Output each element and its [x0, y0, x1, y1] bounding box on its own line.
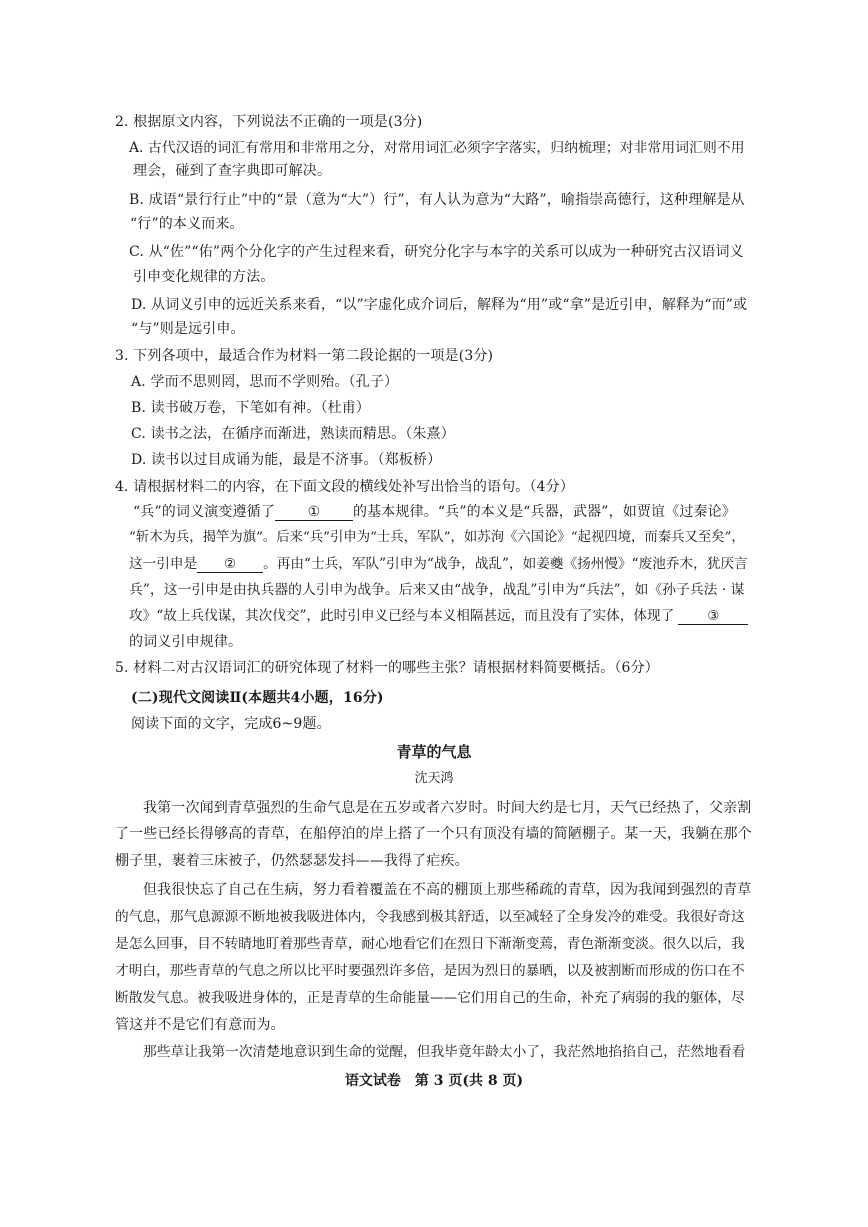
question-2-option-c: C. 从“佐”“佑”两个分化字的产生过程来看，研究分化字与本字的关系可以成为一种研究古汉语词义: [129, 244, 744, 260]
essay-paragraph-2-line-2: 的气息，那气息源源不断地被我吸进体内，令我感到极其舒适，以至减轻了全身发冷的难受。我很好奇这: [115, 909, 745, 925]
question-4-line-3: [129, 555, 748, 573]
essay-author: 沈天鸿: [414, 771, 454, 786]
question-4-line-1-end: 的基本规律。“兵”的本义是“兵器，武器”，如贾谊《过秦论》: [352, 504, 736, 520]
question-4-line-5-text: 攻》“故上兵伐谋，其次伐交”，此时引申义已经与本义相隔甚远，而且没有了实体，体现了: [129, 608, 675, 624]
question-3-option-b: B. 读书破万卷，下笔如有神。（杜甫）: [131, 400, 371, 416]
question-4-stem: 4. 请根据材料二的内容，在下面文段的横线处补写出恰当的语句。（4分）: [115, 479, 574, 495]
answer-blank-1[interactable]: ①: [275, 505, 353, 521]
essay-paragraph-2-line-5: 断散发气息。被我吸进身体的，正是青草的生命能量——它们用自己的生命，补充了病弱的我的躯体，尽: [115, 990, 745, 1006]
question-2-option-a: A. 古代汉语的词汇有常用和非常用之分，对常用词汇必须字字落实，归纳梳理；对非常用词汇则不用: [129, 140, 745, 156]
page-footer: 语文试卷 第 3 页(共 8 页): [344, 1073, 524, 1089]
question-4-line-4: 兵”，这一引申是由执兵器的人引申为战争。后来又由“战争，战乱”引申为“兵法”，如《孙子兵法 · 谋: [129, 582, 745, 598]
essay-paragraph-2-line-4: 才明白，那些青草的气息之所以比平时要强烈许多倍，是因为烈日的暴晒，以及被割断而形成的伤口在不: [115, 963, 745, 979]
question-2-stem: 2. 根据原文内容，下列说法不正确的一项是(3分): [115, 114, 423, 130]
question-4-line-3-end: 。再由“士兵，军队”引申为“战争，战乱”，如姜夔《扬州慢》“废池乔木，犹厌言: [263, 556, 748, 572]
question-3-stem: 3. 下列各项中，最适合作为材料一第二段论据的一项是(3分): [115, 348, 494, 364]
essay-paragraph-1-line-1: 我第一次闻到青草强烈的生命气息是在五岁或者六岁时。时间大约是七月，天气已经热了，父亲割: [143, 800, 752, 816]
question-4-line-5: [129, 607, 748, 625]
section-instruction: 阅读下面的文字，完成6~9题。: [131, 716, 331, 732]
essay-paragraph-2-line-1: 但我很快忘了自己在生病，努力看着覆盖在不高的棚顶上那些稀疏的青草，因为我闻到强烈的青草: [143, 882, 752, 898]
question-4-line-2: “斩木为兵，揭竿为旗”。后来“兵”引申为“士兵，军队”，如苏洵《六国论》“起视四境，而秦兵又至矣”，: [129, 530, 745, 545]
question-4-line-3-start: 这一引申是: [129, 556, 198, 572]
answer-blank-2[interactable]: ②: [197, 557, 263, 573]
question-2-option-d: D. 从词义引申的远近关系来看，“以”字虚化成介词后，解释为“用”或“拿”是近引申，解释为“而”或: [131, 297, 748, 313]
section-heading: (二)现代文阅读Ⅱ(本题共4小题，16分): [131, 690, 384, 706]
question-3-option-d: D. 读书以过目成诵为能，最是不济事。（郑板桥）: [131, 452, 442, 468]
essay-paragraph-2-line-6: 管这并不是它们有意而为。: [115, 1017, 285, 1033]
question-2-option-c-cont: 引申变化规律的方法。: [133, 269, 275, 285]
question-4-line-6: 的词义引申规律。: [129, 634, 243, 650]
question-3-option-a: A. 学而不思则罔，思而不学则殆。（孔子）: [131, 374, 399, 390]
essay-paragraph-3-line-1: 那些草让我第一次清楚地意识到生命的觉醒，但我毕竟年龄太小了，我茫然地掐掐自己，茫然地看看: [143, 1044, 746, 1060]
question-3-option-c: C. 读书之法，在循序而渐进，熟读而精思。（朱熹）: [131, 426, 455, 442]
essay-paragraph-1-line-2: 了一些已经长得够高的青草，在船停泊的岸上搭了一个只有顶没有墙的简陋棚子。某一天，我躺在那个: [115, 826, 752, 842]
essay-paragraph-1-line-3: 棚子里，裹着三床被子，仍然瑟瑟发抖——我得了疟疾。: [115, 853, 469, 869]
question-2-option-b-cont: “行”的本义而来。: [130, 216, 244, 232]
question-2-option-b: B. 成语“景行行止”中的“景（意为“大”）行”，有人认为意为“大路”，喻指崇高德行，这种理解是从: [129, 192, 745, 208]
answer-blank-3[interactable]: ③: [678, 609, 748, 625]
question-5-stem: 5. 材料二对古汉语词汇的研究体现了材料一的哪些主张？请根据材料简要概括。（6分）: [115, 660, 659, 676]
essay-paragraph-2-line-3: 是怎么回事，目不转睛地盯着那些青草，耐心地看它们在烈日下渐渐变蔫，青色渐渐变淡。很久以后，我: [115, 936, 745, 952]
question-4-line-1-start: “兵”的词义演变遵循了: [133, 504, 275, 520]
question-4-line-1: [133, 503, 736, 521]
question-2-option-a-cont: 理会，碰到了查字典即可解决。: [133, 163, 332, 179]
essay-title: 青草的气息: [396, 743, 472, 761]
question-2-option-d-cont: “与”则是远引申。: [131, 321, 245, 337]
